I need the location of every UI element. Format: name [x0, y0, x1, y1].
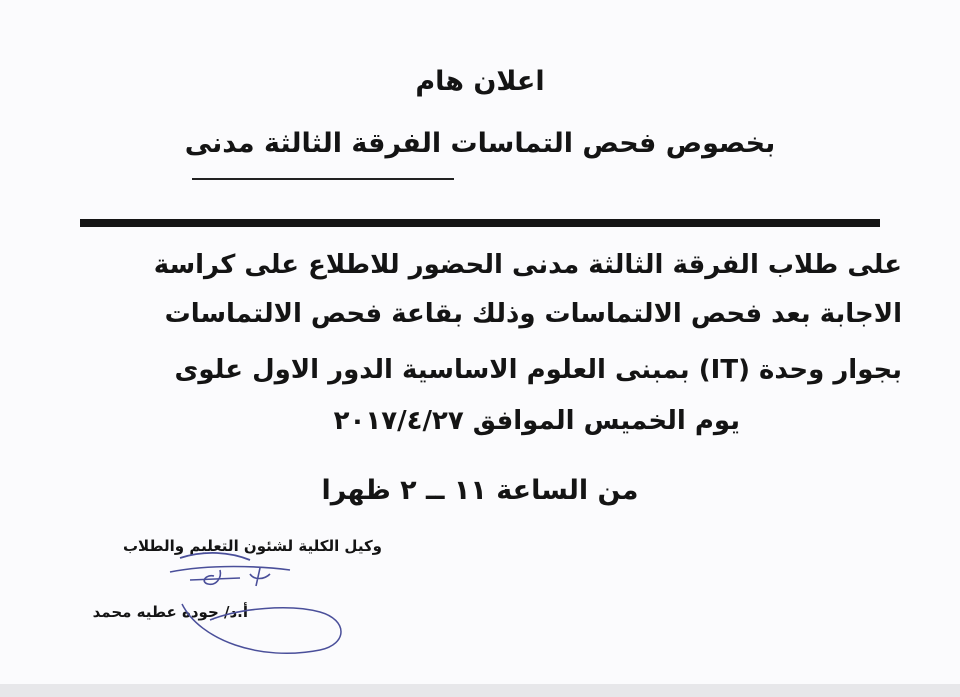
- body-line-3: بجوار وحدة (IT) بمبنى العلوم الاساسية الدور الاول علوى: [174, 355, 902, 385]
- body-line-2: الاجابة بعد فحص الالتماسات وذلك بقاعة فحص الالتماسات: [164, 299, 902, 329]
- body-line-4-date: يوم الخميس الموافق ٢٠١٧/٤/٢٧: [333, 406, 740, 436]
- scan-bottom-edge: [0, 684, 960, 697]
- subtitle-underline: [192, 178, 454, 180]
- time-range: من الساعة ١١ ــ ٢ ظهرا: [321, 475, 639, 506]
- notice-subtitle: بخصوص فحص التماسات الفرقة الثالثة مدنى: [184, 128, 776, 159]
- signatory-name: أ.د/ جوده عطيه محمد: [92, 603, 248, 621]
- signatory-title: وكيل الكلية لشئون التعليم والطلاب: [122, 537, 382, 555]
- body-line-1: على طلاب الفرقة الثالثة مدنى الحضور للاطلاع على كراسة: [153, 250, 902, 280]
- notice-title: اعلان هام: [415, 66, 545, 97]
- divider-rule: [80, 219, 880, 227]
- signature-loop: [170, 590, 350, 670]
